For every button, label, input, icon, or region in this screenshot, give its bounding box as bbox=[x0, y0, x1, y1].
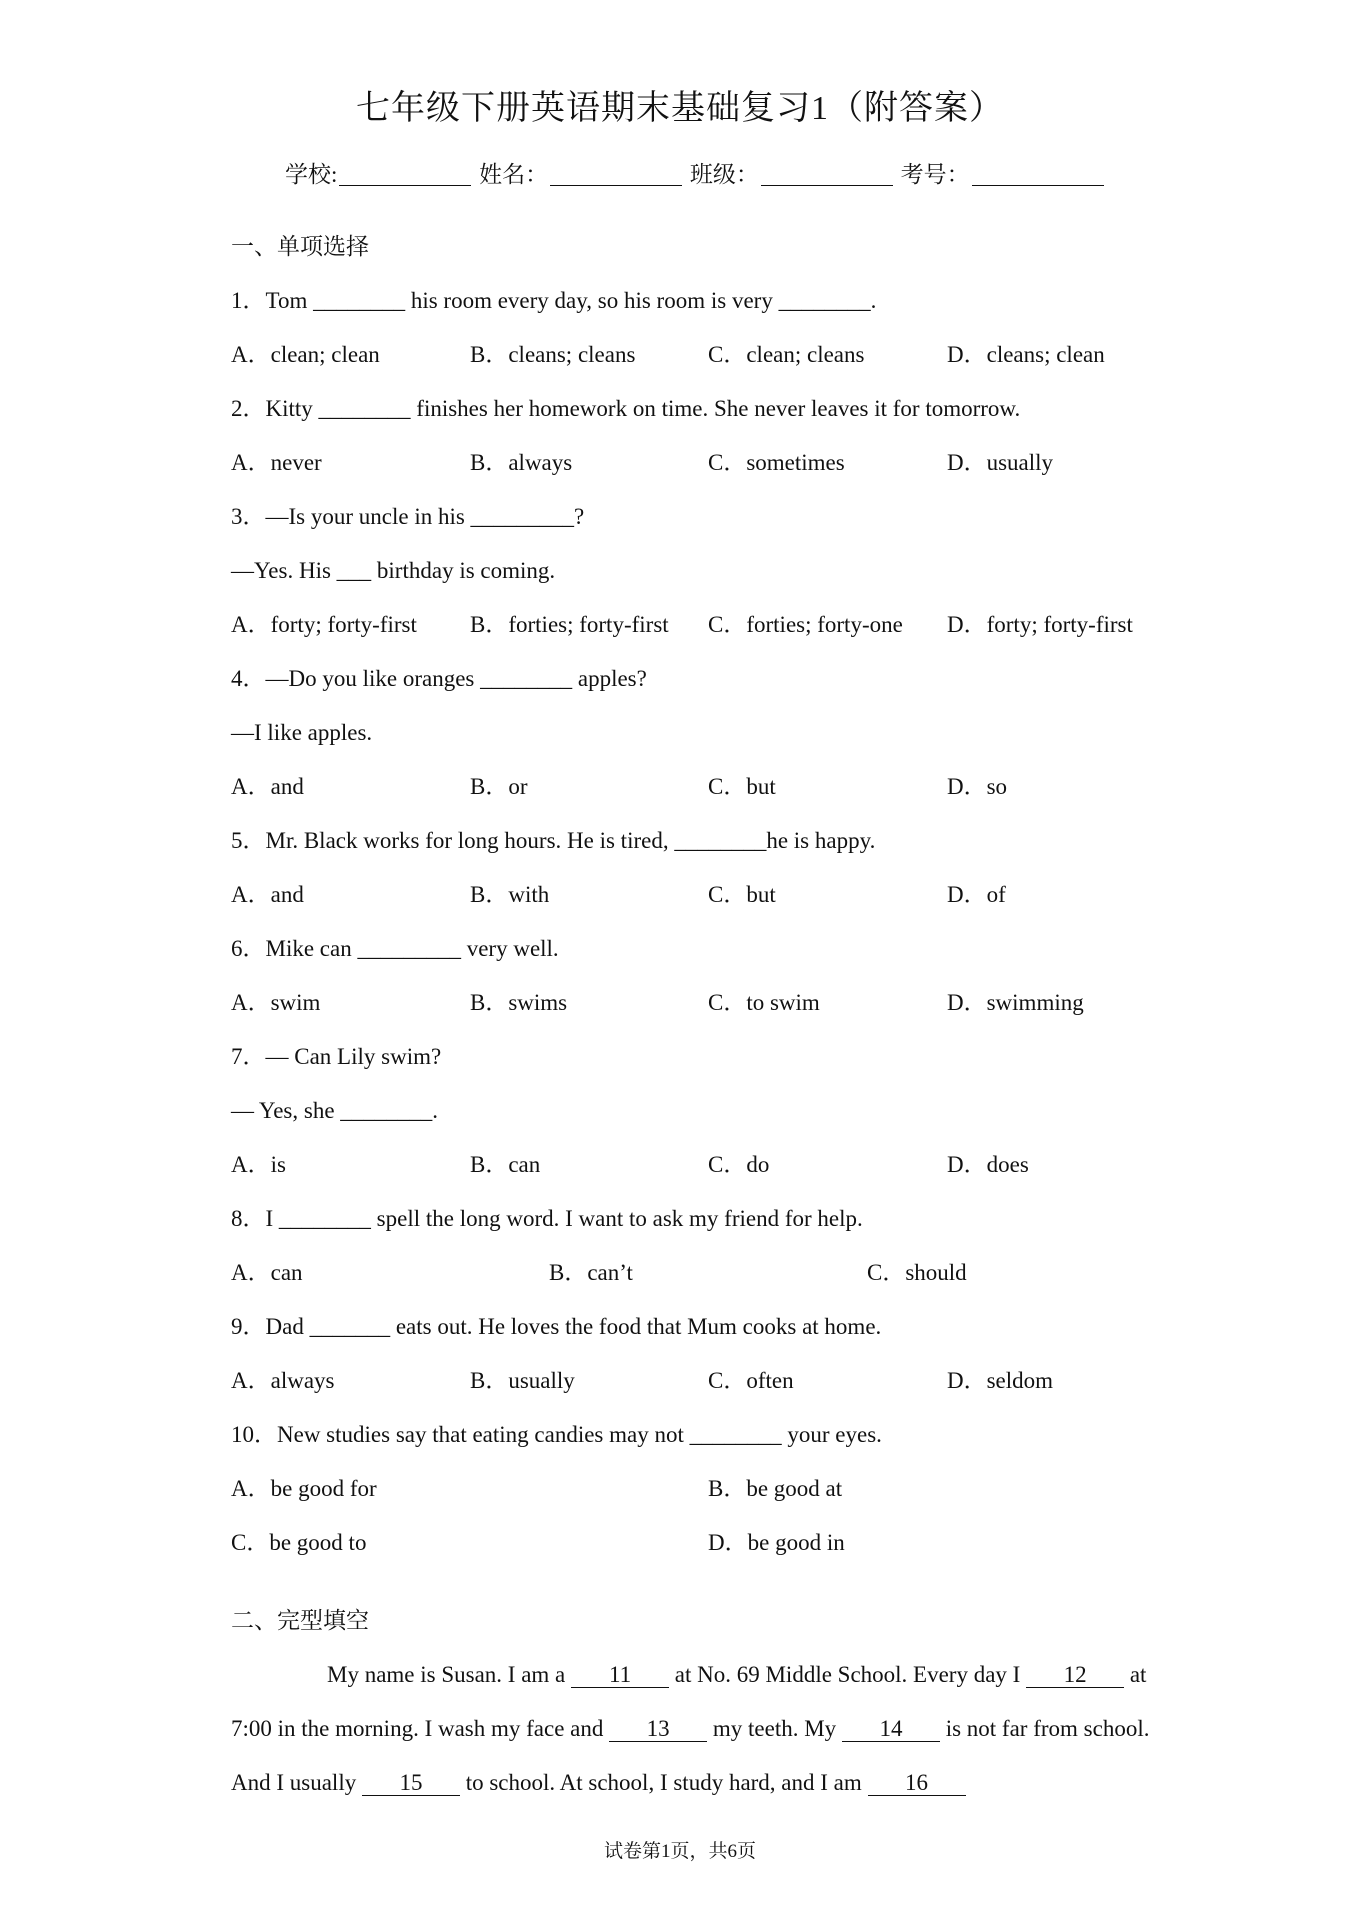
answer-option[interactable]: A．swim bbox=[231, 990, 321, 1015]
answer-options-row bbox=[231, 1246, 1151, 1300]
section-spacer bbox=[231, 1570, 1151, 1594]
exam-content bbox=[231, 220, 1151, 1810]
name-label: 姓名： bbox=[479, 162, 549, 187]
answer-option[interactable]: D．cleans; clean bbox=[947, 342, 1105, 367]
cloze-blank-12[interactable]: 12 bbox=[1026, 1663, 1124, 1688]
question-stem: 10．New studies say that eating candies may not ________ your eyes. bbox=[231, 1422, 882, 1447]
answer-option[interactable]: B．can bbox=[470, 1152, 541, 1177]
question-stem: 8．I ________ spell the long word. I want to ask my friend for help. bbox=[231, 1206, 863, 1231]
question-stem: 9．Dad _______ eats out. He loves the food that Mum cooks at home. bbox=[231, 1314, 882, 1339]
answer-option[interactable]: C．often bbox=[708, 1368, 794, 1393]
question-list bbox=[231, 274, 1151, 1570]
answer-option[interactable]: B．or bbox=[470, 774, 528, 799]
name-blank[interactable] bbox=[550, 163, 682, 186]
section-heading-cloze: 二、完型填空 bbox=[231, 1608, 369, 1633]
answer-option[interactable]: A．clean; clean bbox=[231, 342, 380, 367]
answer-option[interactable]: B．with bbox=[470, 882, 550, 907]
answer-option[interactable]: B．can’t bbox=[549, 1260, 633, 1285]
page-footer: 试卷第1页，共6页 bbox=[603, 1841, 756, 1862]
class-label: 班级： bbox=[689, 162, 759, 187]
cloze-blank-15[interactable]: 15 bbox=[362, 1771, 460, 1796]
answer-option[interactable]: C．to swim bbox=[708, 990, 820, 1015]
cloze-blank-16[interactable]: 16 bbox=[868, 1771, 966, 1796]
answer-option[interactable]: D．so bbox=[947, 774, 1008, 799]
answer-option[interactable]: A．never bbox=[231, 450, 322, 475]
answer-option[interactable]: A．and bbox=[231, 882, 304, 907]
answer-option[interactable]: C．but bbox=[708, 882, 776, 907]
school-label: 学校: bbox=[285, 162, 338, 187]
question-dialogue-line: —Yes. His ___ birthday is coming. bbox=[231, 558, 556, 583]
question-stem: 3．—Is your uncle in his _________? bbox=[231, 504, 585, 529]
cloze-blank-14[interactable]: 14 bbox=[842, 1717, 940, 1742]
answer-options-row bbox=[231, 868, 1151, 922]
answer-options-row bbox=[231, 1516, 1151, 1570]
number-blank[interactable] bbox=[972, 163, 1104, 186]
number-label: 考号： bbox=[900, 162, 970, 187]
answer-option[interactable]: C．forties; forty-one bbox=[708, 612, 903, 637]
answer-option[interactable]: C．but bbox=[708, 774, 776, 799]
answer-option[interactable]: B．cleans; cleans bbox=[470, 342, 636, 367]
answer-options-row bbox=[231, 436, 1151, 490]
question-stem: 7．— Can Lily swim? bbox=[231, 1044, 442, 1069]
answer-option[interactable]: C．should bbox=[867, 1260, 967, 1285]
cloze-passage bbox=[231, 1648, 1151, 1810]
answer-option[interactable]: D．swimming bbox=[947, 990, 1084, 1015]
answer-option[interactable]: B．usually bbox=[470, 1368, 575, 1393]
page-title: 七年级下册英语期末基础复习1（附答案） bbox=[356, 90, 1004, 127]
question-stem: 6．Mike can _________ very well. bbox=[231, 936, 559, 961]
cloze-blank-13[interactable]: 13 bbox=[609, 1717, 707, 1742]
passage-text: is not far from school. And I usually bbox=[231, 1716, 1150, 1795]
answer-option[interactable]: C．sometimes bbox=[708, 450, 845, 475]
answer-options-row bbox=[231, 976, 1151, 1030]
passage-text: My name is Susan. I am a bbox=[327, 1662, 566, 1687]
answer-option[interactable]: A．can bbox=[231, 1260, 303, 1285]
class-blank[interactable] bbox=[761, 163, 893, 186]
answer-options-row bbox=[231, 328, 1151, 382]
answer-option[interactable]: C．do bbox=[708, 1152, 770, 1177]
passage-text: my teeth. My bbox=[712, 1716, 837, 1741]
answer-option[interactable]: C．clean; cleans bbox=[708, 342, 865, 367]
answer-option[interactable]: C．be good to bbox=[231, 1530, 367, 1555]
passage-text: at 7:00 in the morning. I wash my face and bbox=[231, 1662, 1147, 1741]
question-stem: 2．Kitty ________ finishes her homework on time. She never leaves it for tomorrow. bbox=[231, 396, 1021, 421]
answer-option[interactable]: A．always bbox=[231, 1368, 335, 1393]
answer-option[interactable]: B．forties; forty-first bbox=[470, 612, 669, 637]
question-dialogue-line: —I like apples. bbox=[231, 720, 373, 745]
answer-option[interactable]: A．forty; forty-first bbox=[231, 612, 417, 637]
answer-options-row bbox=[231, 1462, 1151, 1516]
question-stem: 4．—Do you like oranges ________ apples? bbox=[231, 666, 647, 691]
section-heading-multiple-choice: 一、单项选择 bbox=[231, 234, 369, 259]
passage-text: at No. 69 Middle School. Every day I bbox=[674, 1662, 1021, 1687]
answer-option[interactable]: B．be good at bbox=[708, 1476, 843, 1501]
question-stem: 5．Mr. Black works for long hours. He is tired, ________he is happy. bbox=[231, 828, 876, 853]
cloze-blank-11[interactable]: 11 bbox=[571, 1663, 669, 1688]
answer-option[interactable]: D．of bbox=[947, 882, 1006, 907]
question-dialogue-line: — Yes, she ________. bbox=[231, 1098, 439, 1123]
answer-option[interactable]: A．be good for bbox=[231, 1476, 377, 1501]
answer-option[interactable]: D．seldom bbox=[947, 1368, 1054, 1393]
answer-option[interactable]: D．be good in bbox=[708, 1530, 845, 1555]
answer-option[interactable]: D．usually bbox=[947, 450, 1054, 475]
answer-option[interactable]: A．is bbox=[231, 1152, 286, 1177]
passage-text: to school. At school, I study hard, and I am bbox=[465, 1770, 862, 1795]
answer-option[interactable]: A．and bbox=[231, 774, 304, 799]
school-blank[interactable] bbox=[339, 163, 471, 186]
answer-option[interactable]: B．swims bbox=[470, 990, 568, 1015]
answer-options-row bbox=[231, 1138, 1151, 1192]
answer-options-row bbox=[231, 1354, 1151, 1408]
question-stem: 1．Tom ________ his room every day, so his room is very ________. bbox=[231, 288, 877, 313]
answer-option[interactable]: D．forty; forty-first bbox=[947, 612, 1133, 637]
answer-option[interactable]: D．does bbox=[947, 1152, 1029, 1177]
answer-options-row bbox=[231, 598, 1151, 652]
answer-options-row bbox=[231, 760, 1151, 814]
answer-option[interactable]: B．always bbox=[470, 450, 573, 475]
student-info-row bbox=[285, 156, 1106, 189]
